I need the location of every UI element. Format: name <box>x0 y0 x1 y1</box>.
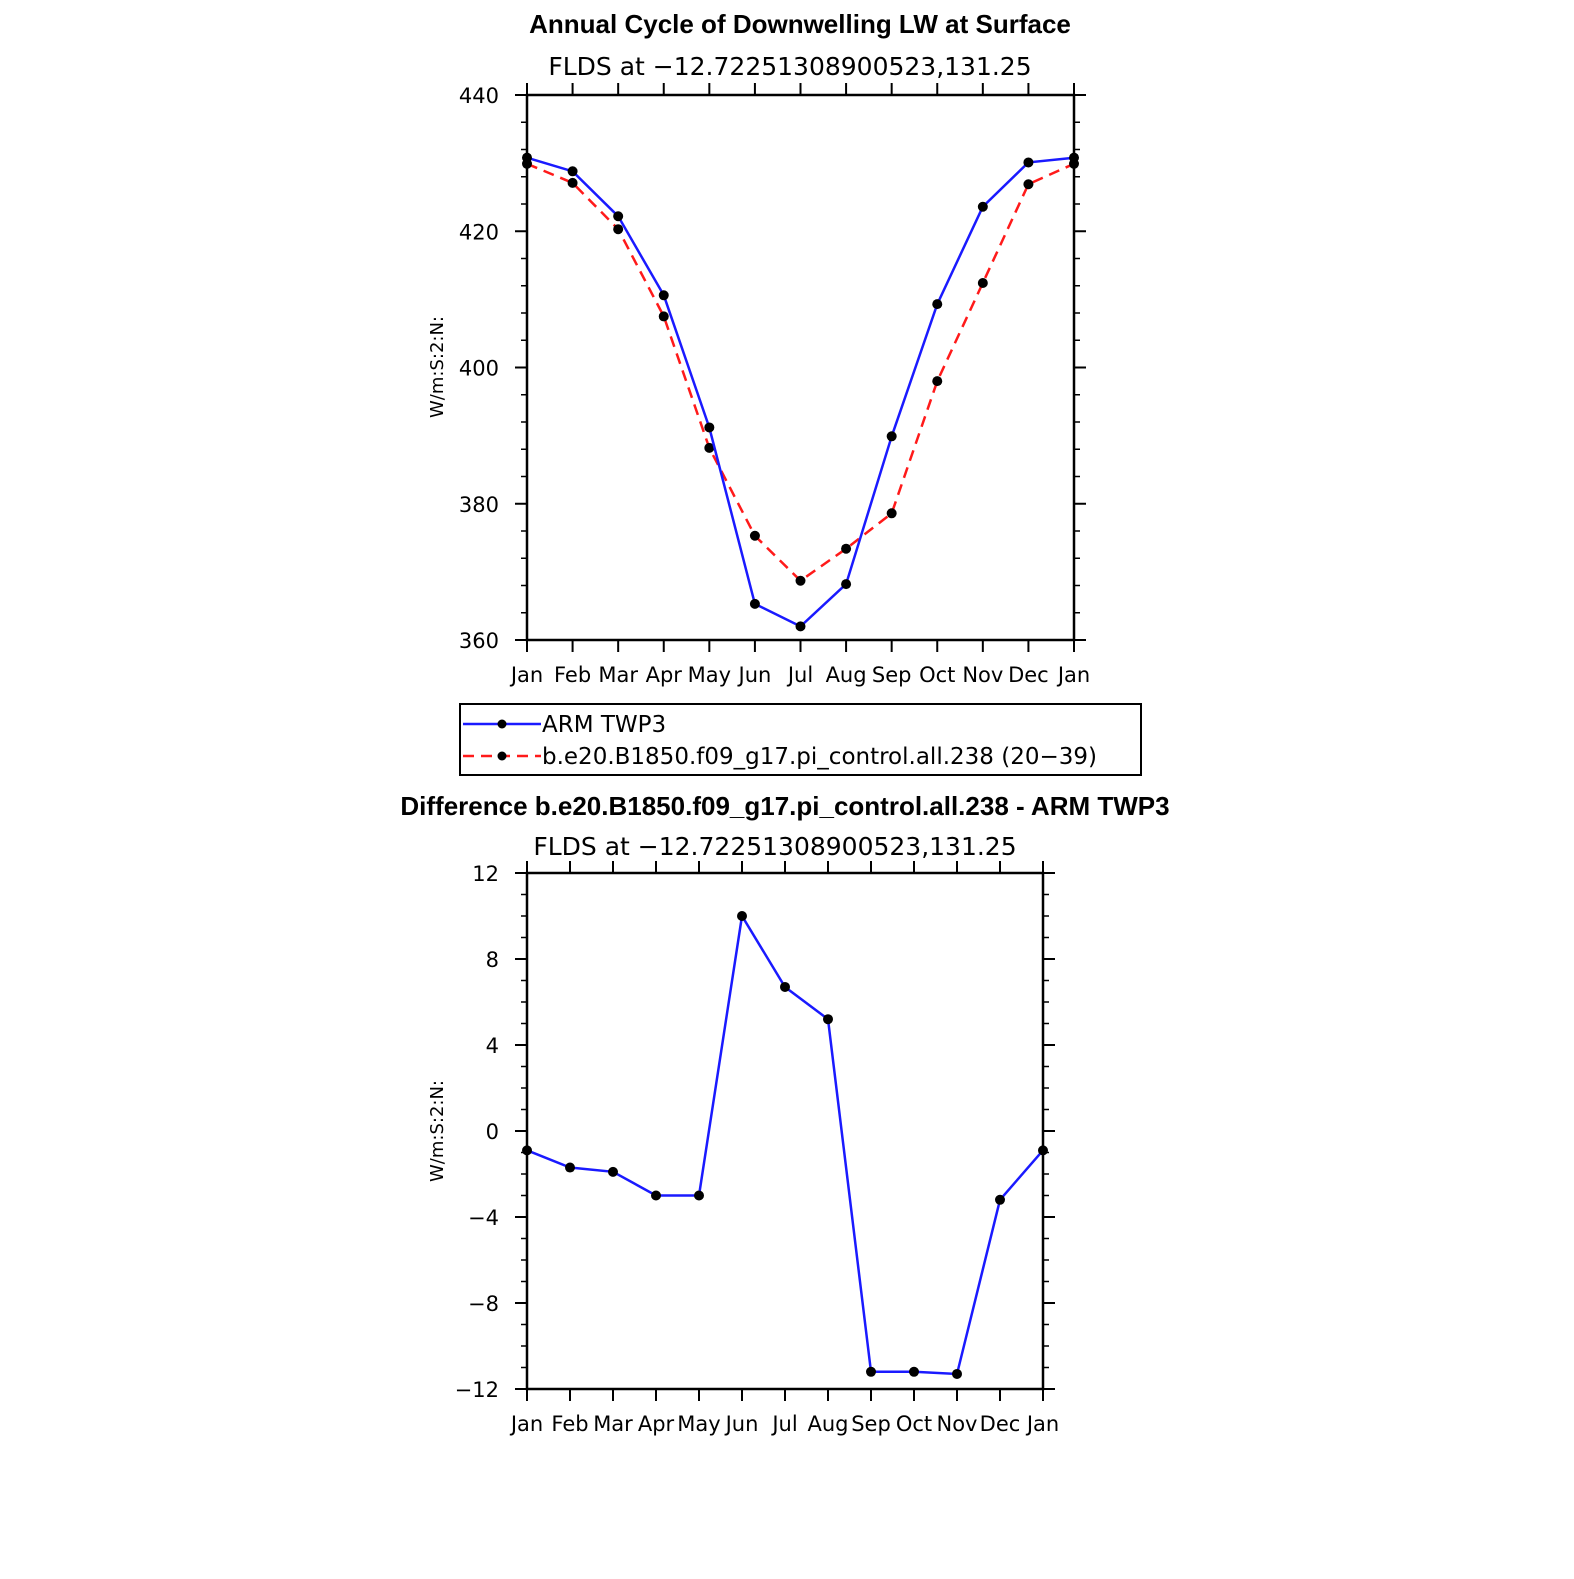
series-line-0 <box>527 158 1074 627</box>
chart-subtitle: FLDS at −12.72251308900523,131.25 <box>548 52 1032 81</box>
series-0-point <box>1038 1145 1048 1155</box>
series-0-point <box>522 153 532 163</box>
difference-chart <box>400 791 1169 1436</box>
series-0-point <box>568 166 578 176</box>
x-tick-label: Jan <box>510 663 544 687</box>
legend-label-model: b.e20.B1850.f09_g17.pi_control.all.238 (20−39) <box>542 744 1097 770</box>
series-0-point <box>932 299 942 309</box>
series-1-point <box>613 224 623 234</box>
x-tick-label: Sep <box>851 1412 891 1436</box>
series-1-point <box>750 531 760 541</box>
legend-label-arm: ARM TWP3 <box>542 712 667 738</box>
chart-title: Difference b.e20.B1850.f09_g17.pi_control.all.238 - ARM TWP3 <box>400 791 1170 821</box>
series-1-point <box>841 544 851 554</box>
x-tick-label: Dec <box>979 1412 1021 1436</box>
plot-frame <box>527 95 1074 640</box>
y-tick-label: 360 <box>458 629 499 653</box>
x-tick-label: Oct <box>895 1412 933 1436</box>
series-1-point <box>887 508 897 518</box>
series-1-point <box>1023 179 1033 189</box>
chart-subtitle: FLDS at −12.72251308900523,131.25 <box>533 832 1017 861</box>
series-0-point <box>613 211 623 221</box>
series-0-point <box>704 422 714 432</box>
x-tick-label: Jan <box>1057 663 1091 687</box>
series-1-point <box>978 278 988 288</box>
series-0-point <box>887 431 897 441</box>
x-tick-label: Aug <box>825 663 867 687</box>
series-0-point <box>1069 153 1079 163</box>
x-tick-label: Feb <box>551 1412 589 1436</box>
series-0-point <box>522 1145 532 1155</box>
x-tick-label: Mar <box>598 663 638 687</box>
y-tick-label: 4 <box>485 1034 499 1058</box>
y-tick-label: 440 <box>458 84 499 108</box>
x-tick-label: Jul <box>787 663 814 687</box>
series-0-point <box>565 1163 575 1173</box>
x-tick-label: Dec <box>1008 663 1049 687</box>
y-tick-label: 400 <box>458 356 499 381</box>
chart-title: Annual Cycle of Downwelling LW at Surface <box>529 9 1071 39</box>
series-0-point <box>952 1369 962 1379</box>
series-0-point <box>1023 157 1033 167</box>
series-0-point <box>841 579 851 589</box>
x-tick-label: Jan <box>510 1412 544 1436</box>
y-tick-label: 12 <box>472 862 499 886</box>
y-tick-label: −8 <box>468 1292 499 1316</box>
series-0-point <box>737 911 747 921</box>
series-1-point <box>659 311 669 321</box>
x-tick-label: Jan <box>1026 1412 1060 1436</box>
y-tick-label: −4 <box>468 1206 499 1230</box>
series-1-point <box>932 376 942 386</box>
series-0-point <box>750 599 760 609</box>
series-0-point <box>694 1191 704 1201</box>
y-tick-label: 0 <box>485 1120 499 1144</box>
x-tick-label: May <box>687 663 732 687</box>
x-tick-label: Jul <box>772 1412 798 1436</box>
legend-marker-arm <box>498 720 507 729</box>
y-tick-label: 420 <box>458 220 499 245</box>
plot-frame <box>527 873 1043 1389</box>
x-tick-label: Mar <box>593 1412 633 1436</box>
plot-area <box>455 861 1060 1436</box>
x-tick-label: Jun <box>725 1412 759 1436</box>
x-tick-label: Nov <box>962 663 1004 687</box>
x-tick-label: Jun <box>738 663 772 687</box>
x-tick-label: Nov <box>936 1412 978 1436</box>
y-tick-label: 8 <box>485 948 499 972</box>
legend <box>460 704 1141 775</box>
series-0-point <box>995 1195 1005 1205</box>
series-0-point <box>909 1367 919 1377</box>
annual-cycle-chart <box>427 9 1090 687</box>
series-0-point <box>866 1367 876 1377</box>
y-tick-label: −12 <box>454 1378 499 1402</box>
y-axis-label: W/m:S:2:N: <box>427 316 448 418</box>
series-0-point <box>823 1014 833 1024</box>
plot-area <box>459 83 1090 687</box>
x-tick-label: Oct <box>919 663 956 687</box>
series-1-point <box>796 576 806 586</box>
x-tick-label: Aug <box>807 1412 849 1436</box>
y-axis-label: W/m:S:2:N: <box>427 1080 448 1182</box>
series-0-point <box>659 290 669 300</box>
series-0-point <box>796 621 806 631</box>
series-0-point <box>978 202 988 212</box>
series-0-point <box>780 982 790 992</box>
series-line-1 <box>527 164 1074 581</box>
x-tick-label: Feb <box>553 663 592 687</box>
legend-marker-model <box>498 752 507 761</box>
y-tick-label: 380 <box>458 492 499 517</box>
x-tick-label: Apr <box>637 1412 675 1436</box>
x-tick-label: Apr <box>645 663 682 687</box>
x-tick-label: Sep <box>871 663 912 687</box>
series-0-point <box>651 1191 661 1201</box>
series-1-point <box>568 178 578 188</box>
series-0-point <box>608 1167 618 1177</box>
x-tick-label: May <box>677 1412 721 1436</box>
